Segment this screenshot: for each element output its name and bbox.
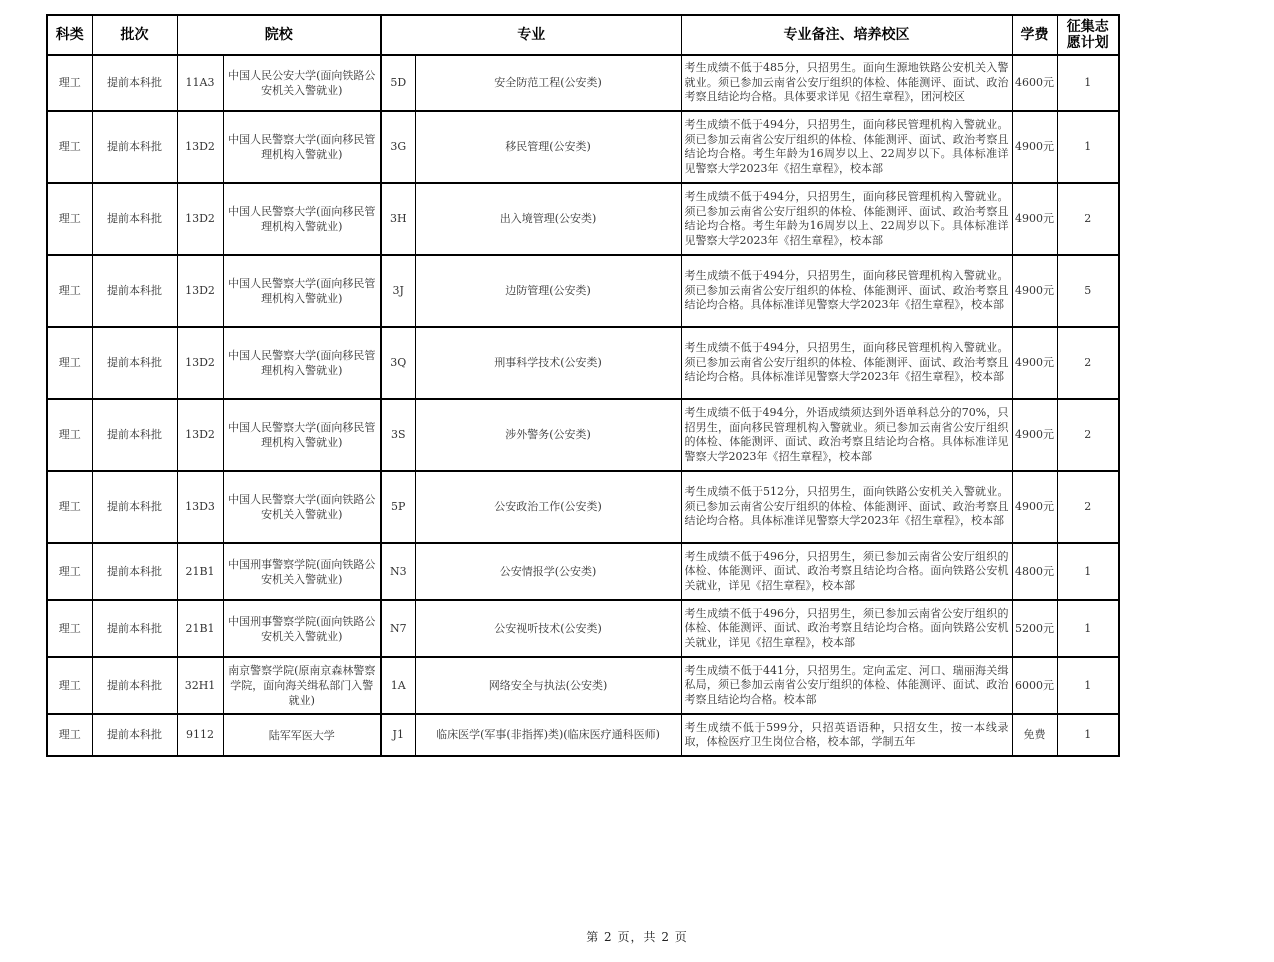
table-row <box>47 657 1119 714</box>
cell-batch: 提前本科批 <box>92 714 177 756</box>
header-plan: 征集志愿计划 <box>1057 15 1119 55</box>
cell-major-code: J1 <box>381 714 415 756</box>
page-footer: 第 2 页，共 2 页 <box>586 930 688 944</box>
cell-school-name: 中国人民警察大学(面向移民管理机构入警就业) <box>223 327 381 399</box>
cell-plan: 1 <box>1057 55 1119 111</box>
header-note: 专业备注、培养校区 <box>681 15 1012 55</box>
cell-batch: 提前本科批 <box>92 111 177 183</box>
header-school: 院校 <box>177 15 381 55</box>
cell-subject: 理工 <box>47 657 92 714</box>
cell-school-name: 中国刑事警察学院(面向铁路公安机关入警就业) <box>223 600 381 657</box>
cell-school-code: 21B1 <box>177 600 223 657</box>
cell-fee: 4600元 <box>1012 55 1057 111</box>
cell-school-name: 中国人民警察大学(面向移民管理机构入警就业) <box>223 183 381 255</box>
cell-school-name: 中国人民警察大学(面向移民管理机构入警就业) <box>223 399 381 471</box>
cell-plan: 2 <box>1057 399 1119 471</box>
cell-note: 考生成绩不低于494分，只招男生，面向移民管理机构入警就业。须已参加云南省公安厅组织的体检、体能测评、面试、政治考察且结论均合格。具体标准详见警察大学2023年《招生章程》，校本部 <box>681 255 1012 327</box>
cell-note: 考生成绩不低于496分，只招男生，须已参加云南省公安厅组织的体检、体能测评、面试、政治考察且结论均合格。面向铁路公安机关就业，详见《招生章程》，校本部 <box>681 543 1012 600</box>
cell-major-name: 边防管理(公安类) <box>415 255 681 327</box>
cell-major-name: 出入境管理(公安类) <box>415 183 681 255</box>
cell-subject: 理工 <box>47 600 92 657</box>
header-subject: 科类 <box>47 15 92 55</box>
cell-batch: 提前本科批 <box>92 543 177 600</box>
cell-subject: 理工 <box>47 714 92 756</box>
cell-major-code: N3 <box>381 543 415 600</box>
cell-fee: 免费 <box>1012 714 1057 756</box>
cell-major-name: 刑事科学技术(公安类) <box>415 327 681 399</box>
header-major: 专业 <box>381 15 681 55</box>
cell-school-code: 13D2 <box>177 111 223 183</box>
cell-note: 考生成绩不低于512分，只招男生，面向铁路公安机关入警就业。须已参加云南省公安厅组织的体检、体能测评、面试、政治考察且结论均合格。具体标准详见警察大学2023年《招生章程》，校本部 <box>681 471 1012 543</box>
cell-plan: 5 <box>1057 255 1119 327</box>
cell-plan: 2 <box>1057 327 1119 399</box>
cell-major-code: N7 <box>381 600 415 657</box>
cell-major-code: 5D <box>381 55 415 111</box>
table-row <box>47 255 1119 327</box>
cell-major-name: 移民管理(公安类) <box>415 111 681 183</box>
header-fee: 学费 <box>1012 15 1057 55</box>
cell-subject: 理工 <box>47 55 92 111</box>
table-row <box>47 327 1119 399</box>
cell-subject: 理工 <box>47 111 92 183</box>
cell-school-name: 中国人民警察大学(面向移民管理机构入警就业) <box>223 255 381 327</box>
cell-batch: 提前本科批 <box>92 255 177 327</box>
cell-fee: 4900元 <box>1012 399 1057 471</box>
cell-major-name: 安全防范工程(公安类) <box>415 55 681 111</box>
cell-batch: 提前本科批 <box>92 471 177 543</box>
cell-major-name: 公安视听技术(公安类) <box>415 600 681 657</box>
cell-school-code: 11A3 <box>177 55 223 111</box>
cell-major-code: 3S <box>381 399 415 471</box>
cell-note: 考生成绩不低于496分，只招男生，须已参加云南省公安厅组织的体检、体能测评、面试、政治考察且结论均合格。面向铁路公安机关就业，详见《招生章程》，校本部 <box>681 600 1012 657</box>
cell-major-name: 公安政治工作(公安类) <box>415 471 681 543</box>
cell-note: 考生成绩不低于494分，只招男生，面向移民管理机构入警就业。须已参加云南省公安厅组织的体检、体能测评、面试、政治考察且结论均合格。具体标准详见警察大学2023年《招生章程》，校本部 <box>681 327 1012 399</box>
cell-plan: 1 <box>1057 543 1119 600</box>
cell-school-code: 13D2 <box>177 327 223 399</box>
cell-plan: 1 <box>1057 111 1119 183</box>
table-row <box>47 55 1119 111</box>
cell-fee: 4900元 <box>1012 111 1057 183</box>
cell-school-code: 13D2 <box>177 255 223 327</box>
cell-major-name: 公安情报学(公安类) <box>415 543 681 600</box>
cell-subject: 理工 <box>47 543 92 600</box>
table-row <box>47 600 1119 657</box>
cell-major-code: 3Q <box>381 327 415 399</box>
cell-school-code: 32H1 <box>177 657 223 714</box>
header-batch: 批次 <box>92 15 177 55</box>
table-body <box>47 55 1119 756</box>
table-row <box>47 183 1119 255</box>
cell-plan: 1 <box>1057 600 1119 657</box>
cell-plan: 2 <box>1057 183 1119 255</box>
cell-fee: 5200元 <box>1012 600 1057 657</box>
cell-major-name: 涉外警务(公安类) <box>415 399 681 471</box>
cell-subject: 理工 <box>47 255 92 327</box>
cell-subject: 理工 <box>47 183 92 255</box>
cell-note: 考生成绩不低于494分，只招男生，面向移民管理机构入警就业。须已参加云南省公安厅组织的体检、体能测评、面试、政治考察且结论均合格。考生年龄为16周岁以上、22周岁以下。具体标准详见警察大学2023年《招生章程》，校本部 <box>681 183 1012 255</box>
table-row <box>47 543 1119 600</box>
cell-batch: 提前本科批 <box>92 327 177 399</box>
cell-major-code: 3G <box>381 111 415 183</box>
cell-batch: 提前本科批 <box>92 55 177 111</box>
table-row <box>47 111 1119 183</box>
cell-school-name: 中国人民警察大学(面向铁路公安机关入警就业) <box>223 471 381 543</box>
cell-major-code: 1A <box>381 657 415 714</box>
cell-school-name: 中国人民警察大学(面向移民管理机构入警就业) <box>223 111 381 183</box>
cell-school-name: 中国人民公安大学(面向铁路公安机关入警就业) <box>223 55 381 111</box>
cell-batch: 提前本科批 <box>92 657 177 714</box>
cell-school-code: 13D3 <box>177 471 223 543</box>
cell-major-code: 3J <box>381 255 415 327</box>
cell-subject: 理工 <box>47 471 92 543</box>
cell-fee: 4900元 <box>1012 471 1057 543</box>
cell-note: 考生成绩不低于494分，只招男生，面向移民管理机构入警就业。须已参加云南省公安厅组织的体检、体能测评、面试、政治考察且结论均合格。考生年龄为16周岁以上、22周岁以下。具体标准详见警察大学2023年《招生章程》，校本部 <box>681 111 1012 183</box>
table-row <box>47 399 1119 471</box>
cell-school-code: 21B1 <box>177 543 223 600</box>
header-row <box>47 15 1119 55</box>
cell-fee: 4900元 <box>1012 183 1057 255</box>
cell-school-code: 13D2 <box>177 399 223 471</box>
cell-plan: 1 <box>1057 714 1119 756</box>
cell-school-code: 9112 <box>177 714 223 756</box>
cell-school-name: 南京警察学院(原南京森林警察学院，面向海关缉私部门入警就业) <box>223 657 381 714</box>
cell-school-name: 中国刑事警察学院(面向铁路公安机关入警就业) <box>223 543 381 600</box>
cell-subject: 理工 <box>47 327 92 399</box>
cell-major-name: 临床医学(军事(非指挥)类)(临床医疗通科医师) <box>415 714 681 756</box>
cell-note: 考生成绩不低于441分，只招男生。定向孟定、河口、瑞丽海关缉私局，须已参加云南省公安厅组织的体检、体能测评、面试、政治考察且结论均合格。校本部 <box>681 657 1012 714</box>
cell-subject: 理工 <box>47 399 92 471</box>
cell-note: 考生成绩不低于494分，外语成绩须达到外语单科总分的70%，只招男生，面向移民管理机构入警就业。须已参加云南省公安厅组织的体检、体能测评、面试、政治考察且结论均合格。具体标准详见警察大学2023年《招生章程》，校本部 <box>681 399 1012 471</box>
cell-major-code: 3H <box>381 183 415 255</box>
cell-major-code: 5P <box>381 471 415 543</box>
cell-fee: 4900元 <box>1012 327 1057 399</box>
cell-batch: 提前本科批 <box>92 600 177 657</box>
cell-school-code: 13D2 <box>177 183 223 255</box>
cell-batch: 提前本科批 <box>92 399 177 471</box>
cell-fee: 4800元 <box>1012 543 1057 600</box>
cell-school-name: 陆军军医大学 <box>223 714 381 756</box>
admission-table <box>46 14 1120 757</box>
cell-note: 考生成绩不低于485分，只招男生。面向生源地铁路公安机关入警就业。须已参加云南省公安厅组织的体检、体能测评、面试、政治考察且结论均合格。具体要求详见《招生章程》，团河校区 <box>681 55 1012 111</box>
cell-major-name: 网络安全与执法(公安类) <box>415 657 681 714</box>
cell-plan: 2 <box>1057 471 1119 543</box>
cell-plan: 1 <box>1057 657 1119 714</box>
cell-batch: 提前本科批 <box>92 183 177 255</box>
cell-note: 考生成绩不低于599分，只招英语语种，只招女生，按一本线录取，体检医疗卫生岗位合格，校本部，学制五年 <box>681 714 1012 756</box>
cell-fee: 6000元 <box>1012 657 1057 714</box>
table-row <box>47 714 1119 756</box>
cell-fee: 4900元 <box>1012 255 1057 327</box>
table-row <box>47 471 1119 543</box>
